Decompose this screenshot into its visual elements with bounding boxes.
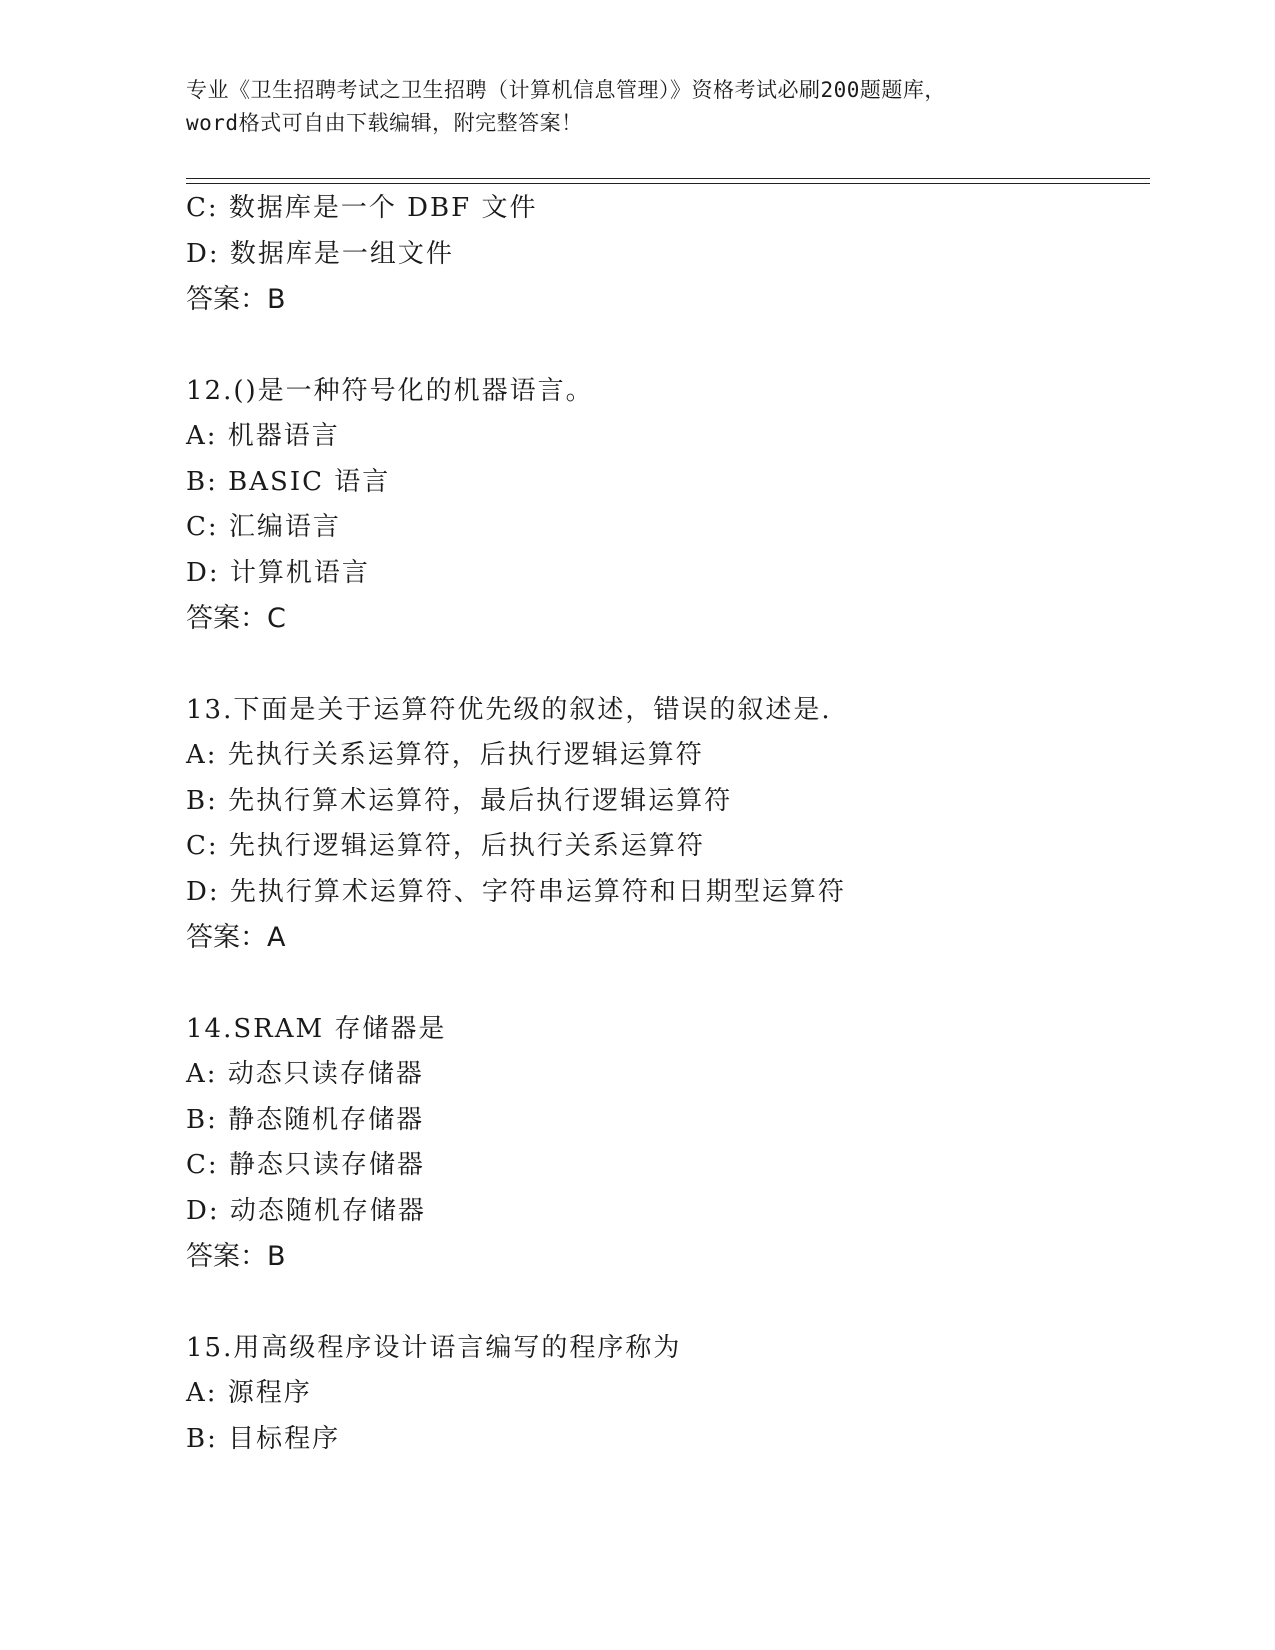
question-stem: 13.下面是关于运算符优先级的叙述，错误的叙述是. xyxy=(186,694,832,725)
header-divider-bottom xyxy=(186,183,1150,184)
answer-line: 答案：A xyxy=(186,922,286,953)
option-c: C: 先执行逻辑运算符，后执行关系运算符 xyxy=(186,831,705,861)
option-c: C: 数据库是一个 DBF 文件 xyxy=(186,193,538,223)
question-block-15 xyxy=(186,1326,1146,1463)
option-b: B: BASIC 语言 xyxy=(186,466,391,497)
option-a: A: 机器语言 xyxy=(186,421,340,451)
option-d: D: 动态随机存储器 xyxy=(186,1195,426,1226)
answer-line: 答案：B xyxy=(186,1241,286,1272)
question-stem: 14.SRAM 存储器是 xyxy=(186,1013,447,1044)
document-header xyxy=(186,74,1086,140)
option-b: B: 目标程序 xyxy=(186,1423,341,1454)
spacer xyxy=(186,1280,1146,1326)
header-line-1: 专业《卫生招聘考试之卫生招聘（计算机信息管理）》资格考试必刷200题题库， xyxy=(186,78,946,102)
option-d: D: 计算机语言 xyxy=(186,557,370,588)
option-c: C: 汇编语言 xyxy=(186,512,341,542)
question-block-11 xyxy=(186,186,1146,323)
option-a: A: 先执行关系运算符，后执行逻辑运算符 xyxy=(186,740,704,770)
spacer xyxy=(186,323,1146,369)
option-a: A: 动态只读存储器 xyxy=(186,1059,424,1089)
option-a: A: 源程序 xyxy=(186,1378,312,1408)
answer-line: 答案：B xyxy=(186,284,286,315)
spacer xyxy=(186,642,1146,688)
question-block-13 xyxy=(186,688,1146,961)
option-d: D: 先执行算术运算符、字符串运算符和日期型运算符 xyxy=(186,876,846,907)
option-b: B: 先执行算术运算符，最后执行逻辑运算符 xyxy=(186,785,733,816)
header-line-2: word格式可自由下载编辑，附完整答案！ xyxy=(186,111,583,135)
question-block-12 xyxy=(186,369,1146,642)
question-stem: 12.()是一种符号化的机器语言。 xyxy=(186,375,594,406)
question-list xyxy=(186,186,1146,1462)
question-stem: 15.用高级程序设计语言编写的程序称为 xyxy=(186,1332,682,1363)
spacer xyxy=(186,961,1146,1007)
option-d: D: 数据库是一组文件 xyxy=(186,238,454,269)
question-block-14 xyxy=(186,1007,1146,1280)
header-divider-top xyxy=(186,178,1150,179)
answer-line: 答案：C xyxy=(186,603,286,634)
option-b: B: 静态随机存储器 xyxy=(186,1104,425,1135)
option-c: C: 静态只读存储器 xyxy=(186,1150,425,1180)
